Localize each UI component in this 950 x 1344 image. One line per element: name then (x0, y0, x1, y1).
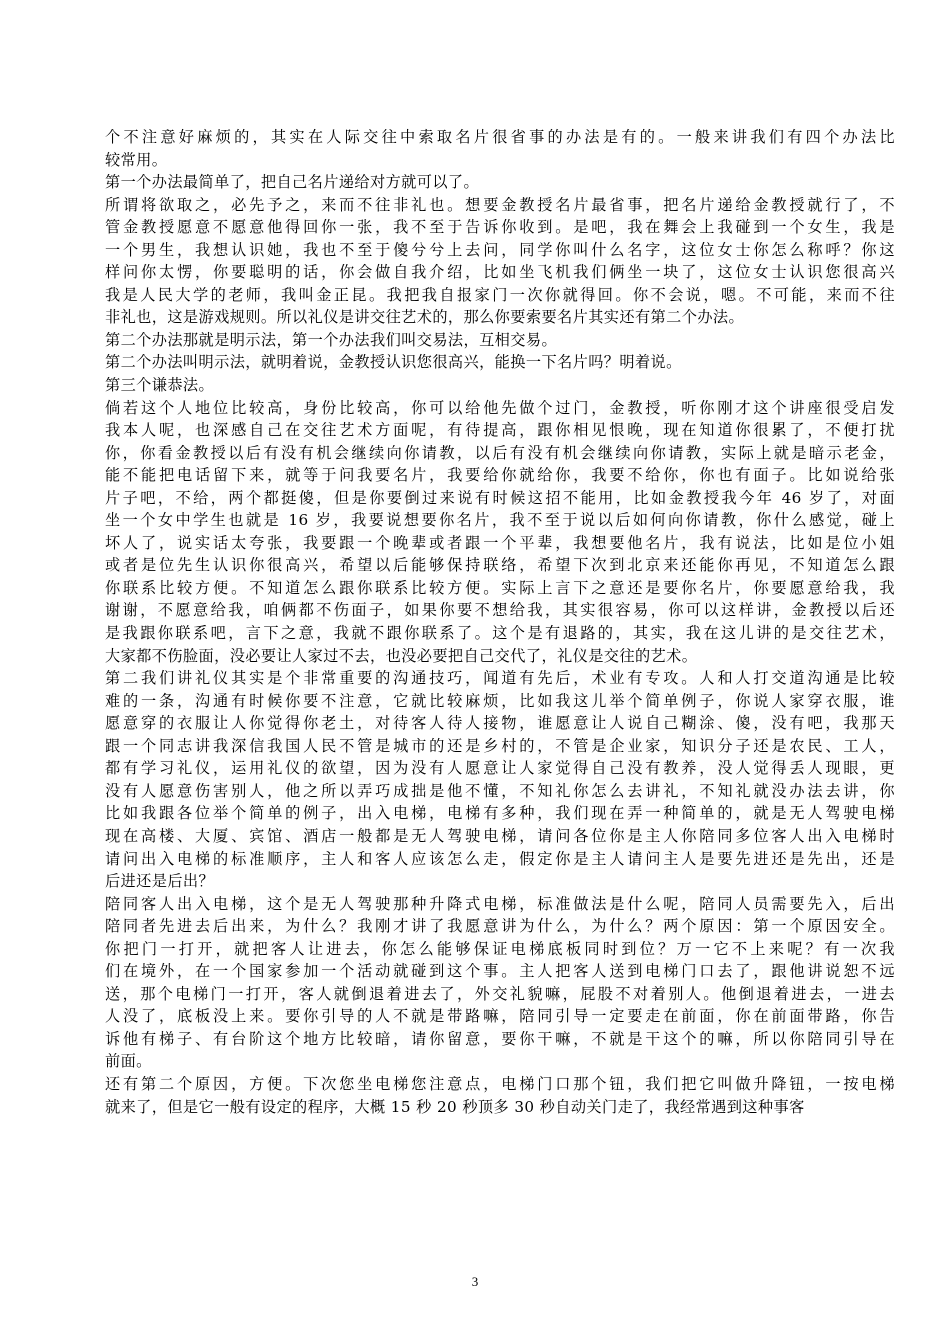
text-line: 大家都不伤脸面，没必要让人家过不去，也没必要把自己交代了，礼仪是交往的艺术。 (105, 646, 698, 665)
text-line: 人没了，底板没上来。要你引导的人不就是带路嘛，陪同引导一定要走在前面，你在前面带路，你告 (105, 1007, 895, 1026)
text-line: 管金教授愿意不愿意他得回你一张，我不至于告诉你收到。是吧，我在舞会上我碰到一个女生，我是 (105, 218, 895, 237)
text-line: 第二个办法叫明示法，就明着说，金教授认识您很高兴，能换一下名片吗？明着说。 (105, 353, 682, 372)
paragraph (105, 351, 895, 374)
text-line: 陪同者先进去后出来，为什么？我刚才讲了我愿意讲为什么，为什么？两个原因：第一个原因安全。 (105, 917, 895, 936)
text-line: 愿意穿的衣服让人你觉得你老土，对待客人待人接物，谁愿意让人说自己糊涂、傻，没有吧，我那天 (105, 714, 895, 733)
paragraph (105, 667, 895, 892)
text-line: 第三个谦恭法。 (105, 376, 215, 395)
text-line: 你联系比较方便。不知道怎么跟你联系比较方便。实际上言下之意还是要你名片，你要愿意给我，我 (105, 578, 895, 597)
paragraph (105, 171, 895, 194)
body-text (105, 126, 895, 1118)
text-line: 你，你看金教授以后有没有机会继续向你请教，以后有没有机会继续向你请教，实际上就是暗示老金， (105, 443, 895, 462)
text-line: 谢谢，不愿意给我，咱俩都不伤面子，如果你要不想给我，其实很容易，你可以这样讲，金教授以后还 (105, 601, 895, 620)
text-line: 是我跟你联系吧，言下之意，我就不跟你联系了。这个是有退路的，其实，我在这儿讲的是交往艺术， (105, 624, 895, 643)
text-line: 比如我跟各位举个简单的例子，出入电梯，电梯有多种，我们现在弄一种简单的，就是无人驾驶电梯 (105, 804, 895, 823)
text-line: 第二我们讲礼仪其实是个非常重要的沟通技巧，闻道有先后，术业有专攻。人和人打交道沟通是比较 (105, 669, 895, 688)
text-line: 们在境外，在一个国家参加一个活动就碰到这个事。主人把客人送到电梯门口去了，跟他讲说恕不远 (105, 962, 895, 981)
text-line: 倘若这个人地位比较高，身份比较高，你可以给他先做个过门，金教授，听你刚才这个讲座很受启发 (105, 398, 895, 417)
paragraph (105, 194, 895, 329)
text-line: 片子吧，不给，两个都挺傻，但是你要倒过来说有时候这招不能用，比如金教授我今年 46 岁了，对面 (105, 488, 895, 507)
text-line: 非礼也，这是游戏规则。所以礼仪是讲交往艺术的，那么你要索要名片其实还有第二个办法。 (105, 308, 745, 327)
text-line: 个不注意好麻烦的，其实在人际交往中索取名片很省事的办法是有的。一般来讲我们有四个办法比 (105, 128, 895, 146)
text-line: 你把门一打开，就把客人让进去，你怎么能够保证电梯底板同时到位？万一它不上来呢？有一次我 (105, 939, 895, 958)
text-line: 就来了，但是它一般有设定的程序，大概 15 秒 20 秒顶多 30 秒自动关门走了，我经常遇到这种事客 (105, 1097, 805, 1116)
text-line: 陪同客人出入电梯，这个是无人驾驶那种升降式电梯，标准做法是什么呢，陪同人员需要先入，后出 (105, 894, 895, 913)
text-line: 还有第二个原因，方便。下次您坐电梯您注意点，电梯门口那个钮，我们把它叫做升降钮，一按电梯 (105, 1074, 895, 1093)
text-line: 能不能把电话留下来，就等于问我要名片，我要给你就给你，我要不给你，你也有面子。比如说给张 (105, 466, 895, 485)
text-line: 第二个办法那就是明示法，第一个办法我们叫交易法，互相交易。 (105, 330, 558, 349)
paragraph (105, 329, 895, 352)
text-line: 坐一个女中学生也就是 16 岁，我要说想要你名片，我不至于说以后如何向你请教，你什么感觉，碰上 (105, 511, 895, 530)
text-line: 没有人愿意伤害别人，他之所以弄巧成拙是他不懂，不知礼你怎么去讲礼，不知礼就没办法去讲，你 (105, 781, 895, 800)
text-line: 样问你太愣，你要聪明的话，你会做自我介绍，比如坐飞机我们俩坐一块了，这位女士认识您很高兴 (105, 263, 895, 282)
text-line: 一个男生，我想认识她，我也不至于傻兮兮上去问，同学你叫什么名字，这位女士你怎么称呼？你这 (105, 240, 895, 259)
text-line: 请问出入电梯的标准顺序，主人和客人应该怎么走，假定你是主人请问主人是要先进还是先出，还是 (105, 849, 895, 868)
text-line: 或者是位先生认识你很高兴，希望以后能够保持联络，希望下次到北京来还能你再见，不知道怎么跟 (105, 556, 895, 575)
text-line: 后进还是后出？ (105, 872, 215, 891)
paragraph (105, 126, 895, 171)
paragraph (105, 397, 895, 668)
text-line: 第一个办法最简单了，把自己名片递给对方就可以了。 (105, 173, 480, 192)
paragraph (105, 374, 895, 397)
text-line: 前面。 (105, 1052, 152, 1071)
page-number: 3 (471, 1274, 479, 1289)
text-line: 所谓将欲取之，必先予之，来而不往非礼也。想要金教授名片最省事，把名片递给金教授就行了，不 (105, 195, 895, 214)
text-line: 我是人民大学的老师，我叫金正昆。我把我自报家门一次你就得回。你不会说，嗯。不可能，来而不往 (105, 285, 895, 304)
text-line: 诉他有梯子、有台阶这个地方比较暗，请你留意，要你干嘛，不就是干这个的嘛，所以你陪同引导在 (105, 1029, 895, 1048)
text-line: 我本人呢，也深感自己在交往艺术方面呢，有待提高，跟你相见恨晚，现在知道你很累了，不便打扰 (105, 421, 895, 440)
paragraph (105, 1073, 895, 1118)
text-line: 跟一个同志讲我深信我国人民不管是城市的还是乡村的，不管是企业家，知识分子还是农民、工人， (105, 736, 895, 755)
text-line: 送，那个电梯门一打开，客人就倒退着进去了，外交礼貌嘛，屁股不对着别人。他倒退着进去，一进去 (105, 984, 895, 1003)
text-line: 难的一条，沟通有时候你要不注意，它就比较麻烦，比如我这儿举个简单例子，你说人家穿衣服，谁 (105, 691, 895, 710)
paragraph (105, 893, 895, 1073)
text-line: 坏人了，说实话太夸张，我要跟一个晚辈或者跟一个平辈，我想要他名片，我有说法，比如是位小姐 (105, 533, 895, 552)
text-line: 现在高楼、大厦、宾馆、酒店一般都是无人驾驶电梯，请问各位你是主人你陪同多位客人出入电梯时 (105, 826, 895, 845)
text-line: 较常用。 (105, 150, 168, 169)
text-line: 都有学习礼仪，运用礼仪的欲望，因为没有人愿意让人家觉得自己没有教养，没人觉得丢人现眼，更 (105, 759, 895, 778)
